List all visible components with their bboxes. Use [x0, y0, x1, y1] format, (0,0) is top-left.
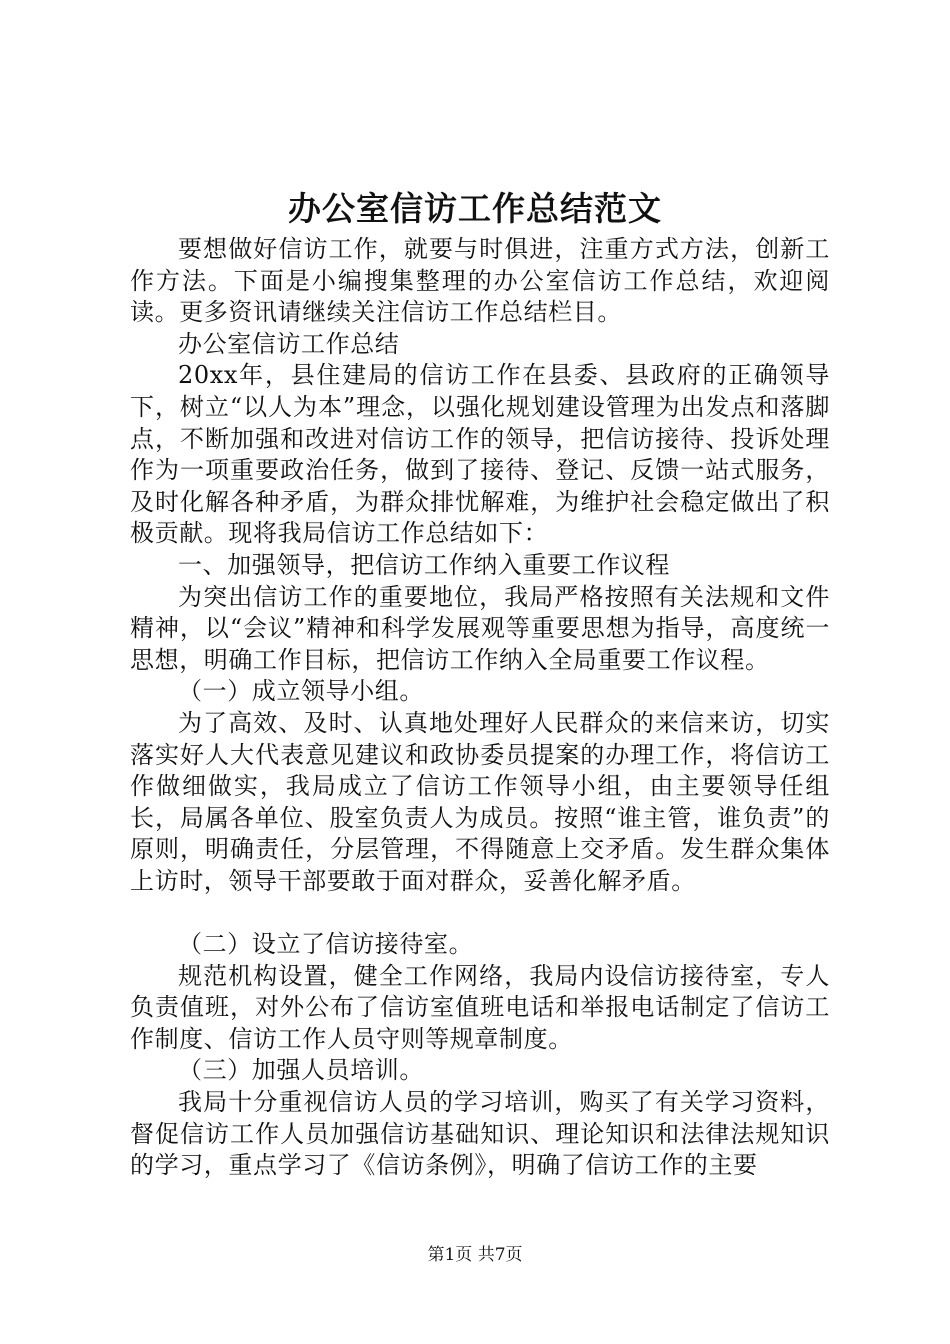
body-paragraph: 我局十分重视信访人员的学习培训，购买了有关学习资料，督促信访工作人员加强信访基础知识、理论知识和法律法规知识的学习，重点学习了《信访条例》，明确了信访工作的主要 — [130, 1088, 830, 1180]
subsection-heading-2: （二）设立了信访接待室。 — [178, 930, 474, 959]
body-paragraph: 为突出信访工作的重要地位，我局严格按照有关法规和文件精神，以“会议”精神和科学发展观等重要思想为指导，高度统一思想，明确工作目标，把信访工作纳入全局重要工作议程。 — [130, 582, 830, 674]
subsection-heading-1: （一）成立领导小组。 — [178, 677, 424, 706]
section-heading: 办公室信访工作总结 — [178, 329, 400, 358]
intro-paragraph: 要想做好信访工作，就要与时俱进，注重方式方法，创新工作方法。下面是小编搜集整理的办公室信访工作总结，欢迎阅读。更多资讯请继续关注信访工作总结栏目。 — [130, 235, 830, 327]
document-body — [130, 234, 830, 1182]
subsection-heading-3: （三）加强人员培训。 — [178, 1056, 424, 1085]
page-number-footer: 第1页 共7页 — [427, 1245, 523, 1265]
section-heading-1: 一、加强领导，把信访工作纳入重要工作议程 — [178, 550, 670, 579]
body-paragraph: 为了高效、及时、认真地处理好人民群众的来信来访，切实落实好人大代表意见建议和政协委员提案的办理工作，将信访工作做细做实，我局成立了信访工作领导小组，由主要领导任组长，局属各单位、股室负责人为成员。按照“谁主管，谁负责”的原则，明确责任，分层管理，不得随意上交矛盾。发生群众集体上访时，领导干部要敢于面对群众，妥善化解矛盾。 — [130, 708, 830, 895]
body-paragraph: 规范机构设置，健全工作网络，我局内设信访接待室，专人负责值班，对外公布了信访室值班电话和举报电话制定了信访工作制度、信访工作人员守则等规章制度。 — [130, 961, 830, 1053]
summary-paragraph: 20xx年，县住建局的信访工作在县委、县政府的正确领导下，树立“以人为本”理念，以强化规划建设管理为出发点和落脚点，不断加强和改进对信访工作的领导，把信访接待、投诉处理作为一项重要政治任务，做到了接待、登记、反馈一站式服务，及时化解各种矛盾，为群众排忧解难，为维护社会稳定做出了积极贡献。现将我局信访工作总结如下： — [130, 361, 830, 548]
document-title: 办公室信访工作总结范文 — [288, 189, 662, 228]
